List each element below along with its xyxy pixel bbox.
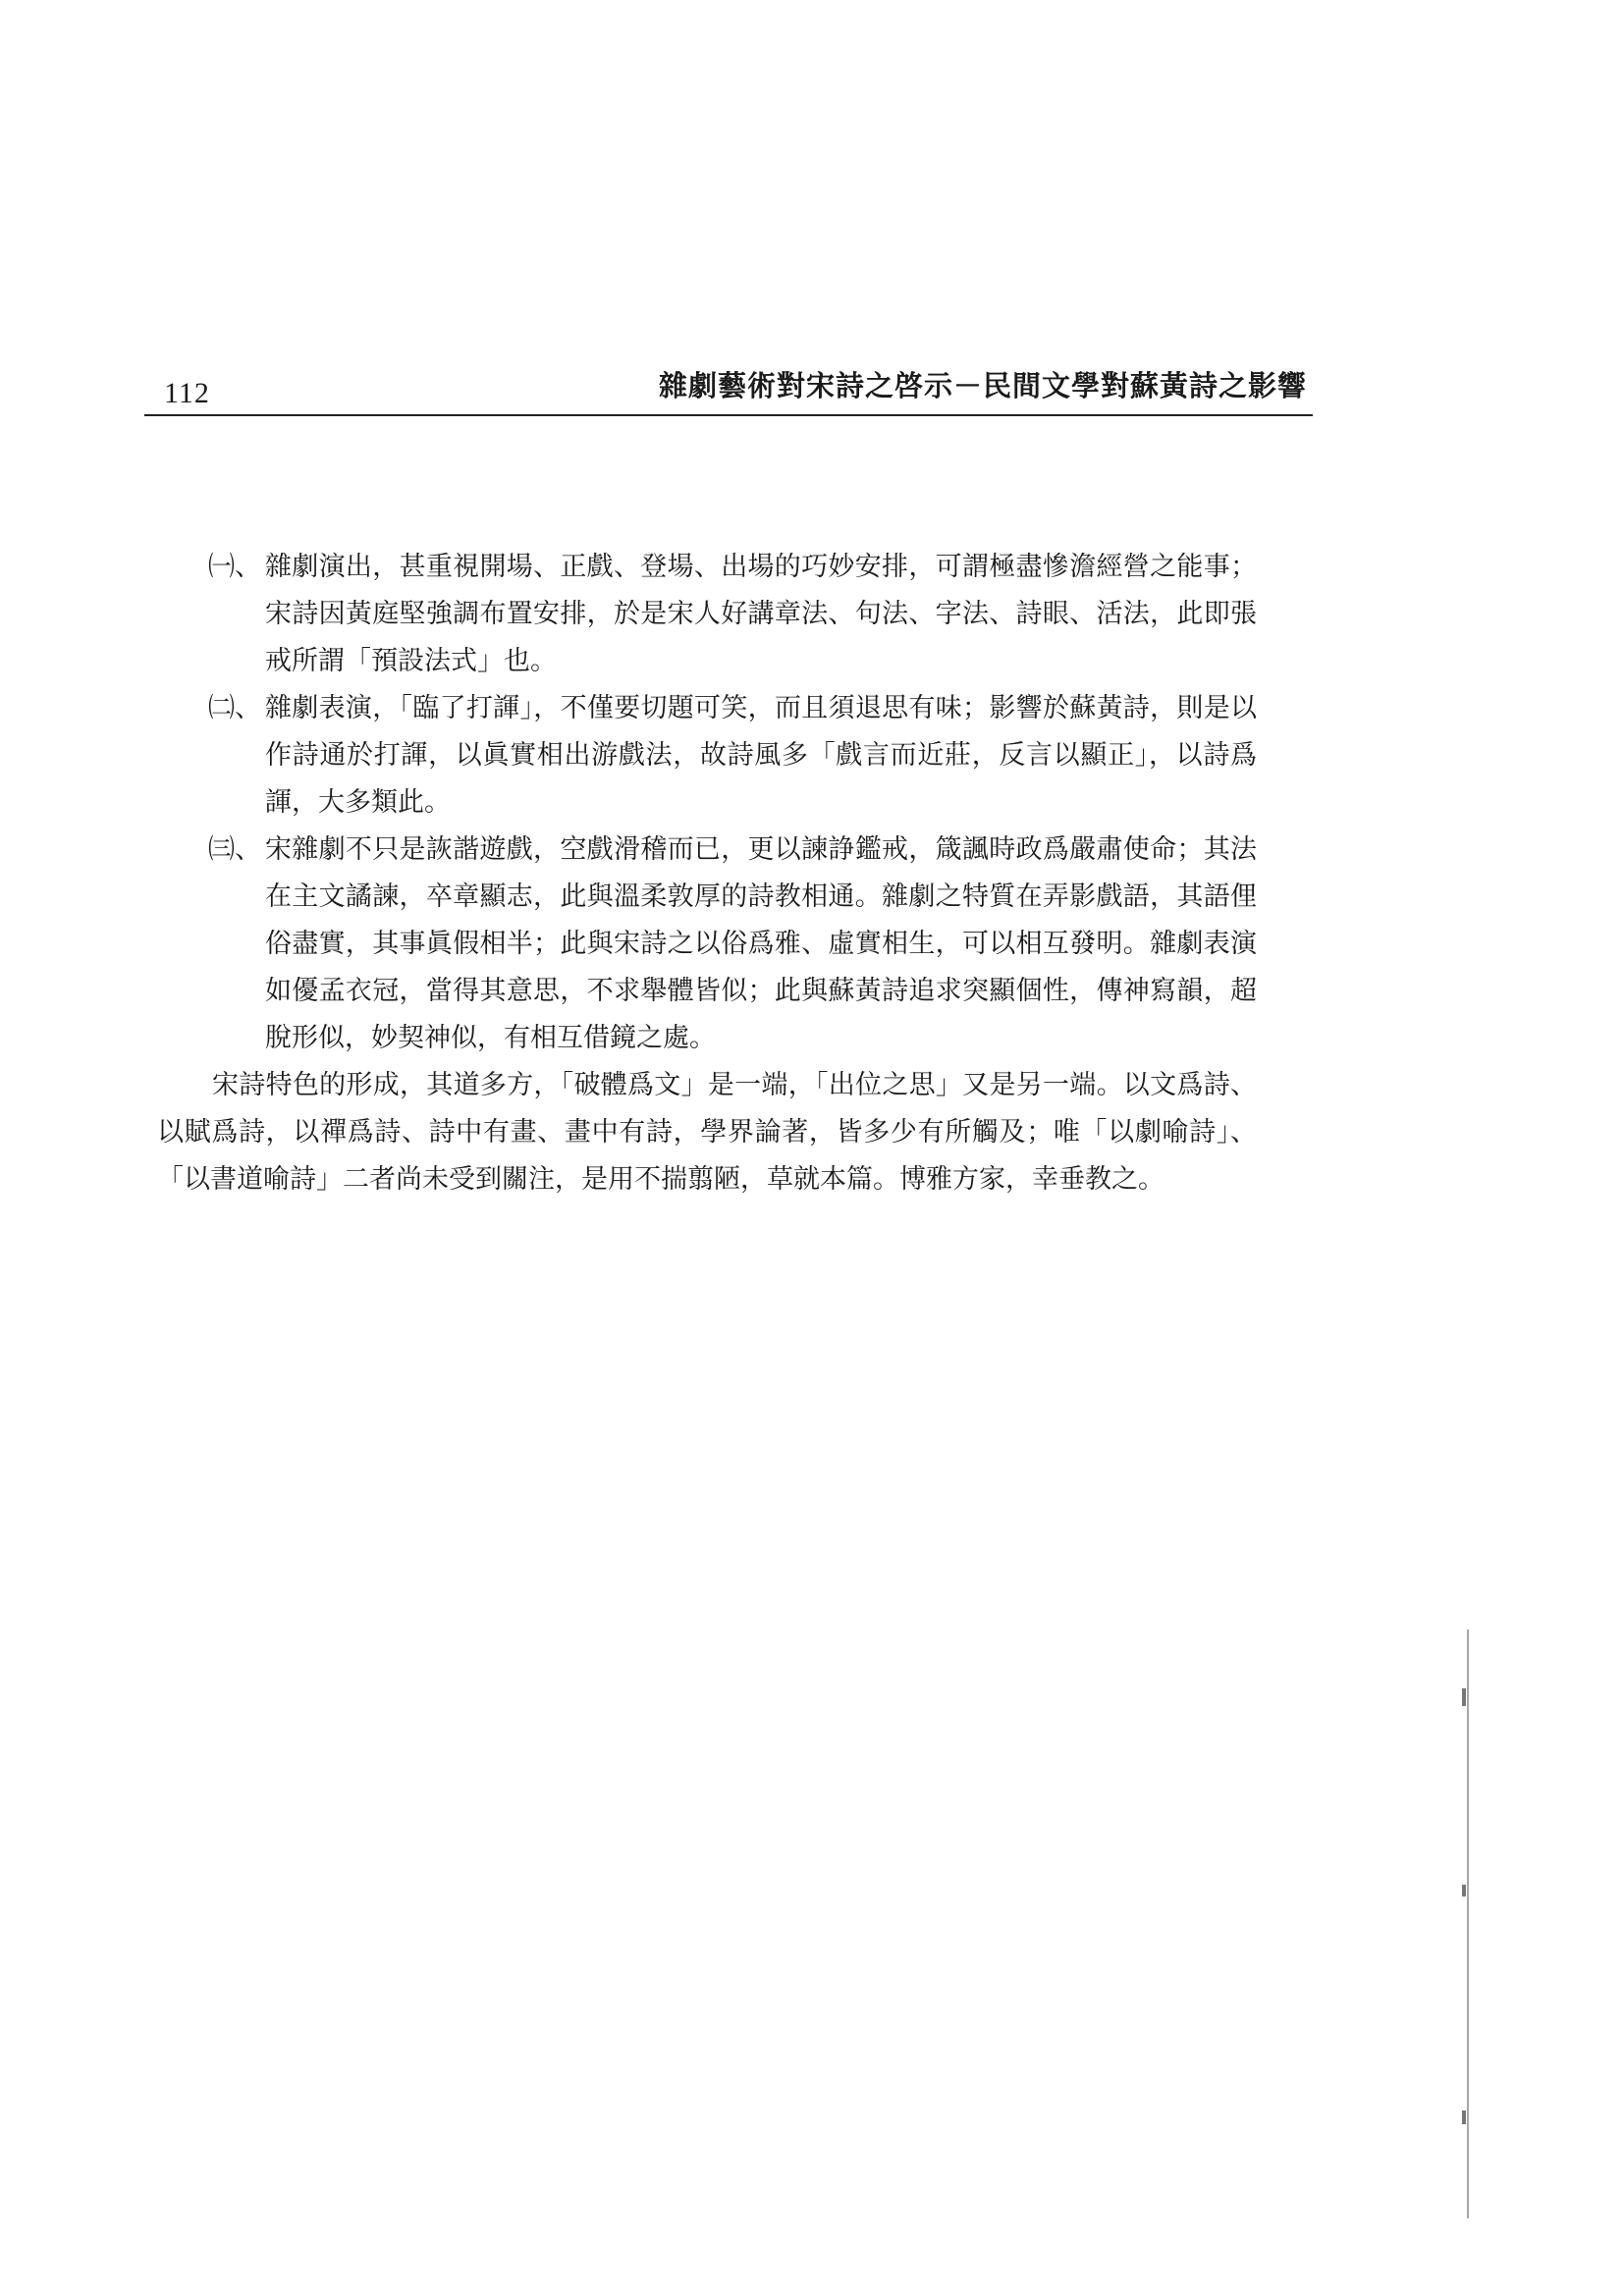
closing-paragraph: 宋詩特色的形成，其道多方，「破體爲文」是一端，「出位之思」又是另一端。以文爲詩、以賦爲詩，以禪爲詩、詩中有畫、畫中有詩，學界論著，皆多少有所觸及；唯「以劇喻詩」、「以書道喻詩」二者尚未受到關注，是用不揣翦陋，草就本篇。博雅方家，幸垂教之。 [157, 1070, 1257, 1195]
running-header [144, 353, 1313, 416]
body-text [157, 544, 1257, 1203]
list-marker: ㈡、 [208, 693, 261, 723]
scan-edge-line [1467, 1629, 1469, 2218]
list-item-text: 雜劇演出，甚重視開場、正戲、登場、出場的巧妙安排，可謂極盡慘澹經營之能事；宋詩因黃庭堅強調布置安排，於是宋人好講章法、句法、字法、詩眼、活法，此即張戒所謂「預設法式」也。 [265, 552, 1257, 676]
scan-mark [1462, 1688, 1466, 1706]
scan-mark [1462, 1885, 1466, 1896]
list-marker: ㈠、 [208, 552, 261, 582]
running-title: 雜劇藝術對宋詩之啓示－民間文學對蘇黃詩之影響 [658, 369, 1307, 402]
page-number: 112 [164, 377, 210, 409]
scan-mark [1462, 2110, 1466, 2124]
list-item-3 [157, 827, 1257, 1062]
list-item-text: 宋雜劇不只是詼諧遊戲，空戲滑稽而已，更以諫諍鑑戒，箴諷時政爲嚴肅使命；其法在主文譎諫，卒章顯志，此與溫柔敦厚的詩教相通。雜劇之特質在弄影戲語，其語俚俗盡實，其事眞假相半；此與宋詩之以俗爲雅、虛實相生，可以相互發明。雜劇表演如優孟衣冠，當得其意思，不求舉體皆似；此與蘇黃詩追求突顯個性，傳神寫韻，超脫形似，妙契神似，有相互借鏡之處。 [265, 834, 1257, 1053]
list-item-text: 雜劇表演，「臨了打諢」，不僅要切題可笑，而且須退思有味；影響於蘇黃詩，則是以作詩通於打諢，以眞實相出游戲法，故詩風多「戲言而近莊，反言以顯正」，以詩爲諢，大多類此。 [265, 693, 1257, 818]
list-marker: ㈢、 [208, 834, 261, 865]
list-item-2 [157, 685, 1257, 827]
list-item-1 [157, 544, 1257, 685]
